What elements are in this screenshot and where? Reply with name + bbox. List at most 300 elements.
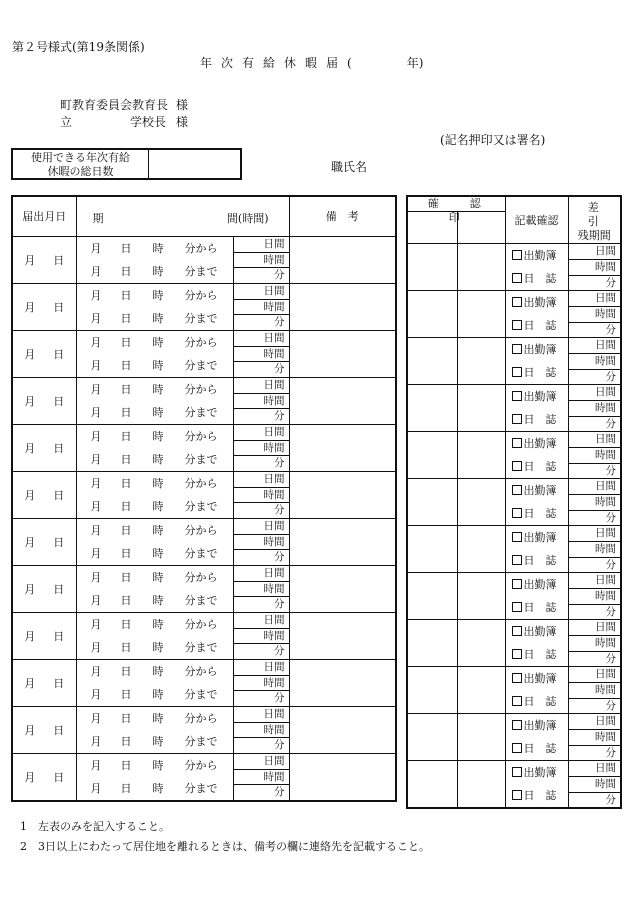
checkbox-diary[interactable] — [512, 508, 522, 518]
remarks-field[interactable] — [289, 706, 396, 753]
balance-field[interactable] — [568, 573, 621, 620]
period-month-label: 月 — [90, 288, 102, 302]
period-from-line — [77, 519, 233, 542]
checkbox-attendance[interactable] — [512, 297, 522, 307]
confirm-seal-field[interactable] — [407, 291, 505, 338]
record-attendance-label: 出勤簿 — [523, 625, 557, 638]
checkbox-diary[interactable] — [512, 555, 522, 565]
duration-field[interactable] — [233, 330, 289, 377]
confirm-seal-field[interactable] — [407, 479, 505, 526]
date-day-label: 日 — [53, 676, 65, 690]
form-title-text: 年次有給休暇届( — [200, 56, 361, 70]
record-diary-label: 日 誌 — [523, 319, 557, 332]
checkbox-attendance[interactable] — [512, 767, 522, 777]
balance-unit-label: 分 — [569, 604, 621, 619]
checkbox-diary[interactable] — [512, 367, 522, 377]
record-attendance-line — [506, 761, 568, 784]
addressee-line-1 — [60, 96, 188, 113]
duration-field[interactable] — [233, 471, 289, 518]
duration-unit-label: 日間 — [263, 378, 285, 391]
confirm-seal-divider — [457, 338, 458, 384]
period-hour-label: 時 — [152, 640, 164, 654]
period-to-line — [77, 777, 233, 800]
balance-unit-label: 日間 — [595, 433, 616, 445]
date-field[interactable] — [12, 424, 76, 471]
duration-field[interactable] — [233, 659, 289, 706]
confirm-seal-divider — [457, 620, 458, 666]
balance-unit-label: 日間 — [595, 574, 616, 586]
checkbox-attendance[interactable] — [512, 720, 522, 730]
record-attendance-line — [506, 244, 568, 267]
record-attendance-line — [506, 620, 568, 643]
period-to-label: 分まで — [184, 593, 218, 607]
period-day-label: 日 — [120, 523, 132, 537]
period-month-label: 月 — [90, 617, 102, 631]
leave-row — [12, 612, 396, 659]
balance-unit-label: 時間 — [569, 682, 621, 697]
record-diary-label: 日 誌 — [523, 272, 557, 285]
addressee-honorific-2: 様 — [176, 115, 189, 129]
checkbox-attendance[interactable] — [512, 250, 522, 260]
period-month-label: 月 — [90, 429, 102, 443]
period-hour-label: 時 — [152, 405, 164, 419]
period-hour-label: 時 — [152, 570, 164, 584]
remarks-field[interactable] — [289, 236, 396, 283]
record-diary-label: 日 誌 — [523, 648, 557, 661]
period-from-label: 分から — [184, 711, 218, 725]
duration-unit-label: 時間 — [234, 393, 289, 408]
record-diary-line — [506, 455, 568, 478]
checkbox-attendance[interactable] — [512, 579, 522, 589]
period-day-label: 日 — [120, 452, 132, 466]
remarks-field[interactable] — [289, 659, 396, 706]
period-month-label: 月 — [90, 664, 102, 678]
period-day-label: 日 — [120, 241, 132, 255]
remarks-field[interactable] — [289, 424, 396, 471]
leave-row — [12, 377, 396, 424]
confirm-seal-field[interactable] — [407, 667, 505, 714]
checkbox-diary[interactable] — [512, 320, 522, 330]
balance-unit-label: 日間 — [595, 480, 616, 492]
note-1: 1 左表のみを記入すること。 — [20, 820, 170, 833]
duration-unit-label: 分 — [234, 643, 289, 658]
date-field[interactable] — [12, 330, 76, 377]
period-field[interactable] — [76, 471, 233, 518]
date-field[interactable] — [12, 612, 76, 659]
duration-unit-label: 日間 — [263, 425, 285, 438]
duration-field[interactable] — [233, 565, 289, 612]
date-field[interactable] — [12, 518, 76, 565]
period-day-label: 日 — [120, 264, 132, 278]
date-field[interactable] — [12, 283, 76, 330]
confirm-row — [407, 573, 621, 620]
record-check-field — [505, 667, 568, 714]
remarks-field[interactable] — [289, 330, 396, 377]
balance-unit-label: 時間 — [569, 447, 621, 462]
period-month-label: 月 — [90, 640, 102, 654]
confirm-table-header — [407, 196, 621, 244]
period-field[interactable] — [76, 706, 233, 753]
duration-unit-label: 分 — [234, 314, 289, 329]
available-days-label-line1: 使用できる年次有給 — [31, 151, 130, 164]
date-day-label: 日 — [53, 535, 65, 549]
record-diary-line — [506, 502, 568, 525]
date-field[interactable] — [12, 471, 76, 518]
checkbox-attendance[interactable] — [512, 485, 522, 495]
checkbox-diary[interactable] — [512, 649, 522, 659]
duration-field[interactable] — [233, 518, 289, 565]
date-month-label: 月 — [24, 676, 36, 690]
record-diary-line — [506, 314, 568, 337]
remarks-field[interactable] — [289, 283, 396, 330]
seal-note: (記名押印又は署名) — [440, 133, 546, 147]
balance-unit-label: 時間 — [569, 259, 621, 274]
confirm-seal-divider — [457, 526, 458, 572]
period-field[interactable] — [76, 659, 233, 706]
duration-unit-label: 日間 — [263, 284, 285, 297]
header-period-b: 間(時間) — [226, 212, 269, 225]
balance-unit-label: 時間 — [569, 776, 621, 791]
period-to-line — [77, 307, 233, 330]
duration-unit-label: 時間 — [234, 675, 289, 690]
record-check-field — [505, 620, 568, 667]
date-day-label: 日 — [53, 770, 65, 784]
balance-unit-label: 分 — [569, 510, 621, 525]
period-day-label: 日 — [120, 499, 132, 513]
header-remarks: 備 考 — [289, 196, 396, 236]
leave-row — [12, 518, 396, 565]
record-attendance-label: 出勤簿 — [523, 343, 557, 356]
available-days-box — [11, 148, 242, 180]
balance-field[interactable] — [568, 526, 621, 573]
balance-unit-label: 時間 — [569, 588, 621, 603]
duration-field[interactable] — [233, 706, 289, 753]
balance-unit-label: 日間 — [595, 386, 616, 398]
period-month-label: 月 — [90, 546, 102, 560]
duration-field[interactable] — [233, 424, 289, 471]
record-check-field — [505, 244, 568, 291]
available-days-label-line2: 休暇の総日数 — [47, 165, 114, 178]
record-attendance-label: 出勤簿 — [523, 390, 557, 403]
remarks-field[interactable] — [289, 565, 396, 612]
addressee-board: 町教育委員会教育長 — [60, 98, 169, 112]
period-to-label: 分まで — [184, 264, 218, 278]
record-attendance-label: 出勤簿 — [523, 578, 557, 591]
period-hour-label: 時 — [152, 452, 164, 466]
period-to-line — [77, 354, 233, 377]
duration-unit-label: 分 — [234, 596, 289, 611]
period-hour-label: 時 — [152, 358, 164, 372]
balance-unit-label: 日間 — [595, 668, 616, 680]
confirm-seal-field[interactable] — [407, 761, 505, 809]
date-day-label: 日 — [53, 723, 65, 737]
period-field[interactable] — [76, 612, 233, 659]
header-period-a: 期 — [92, 212, 104, 225]
confirm-seal-field[interactable] — [407, 620, 505, 667]
balance-field[interactable] — [568, 244, 621, 291]
confirm-row — [407, 291, 621, 338]
duration-unit-label: 日間 — [263, 566, 285, 579]
confirm-seal-field[interactable] — [407, 714, 505, 761]
period-month-label: 月 — [90, 335, 102, 349]
period-to-line — [77, 542, 233, 565]
period-month-label: 月 — [90, 476, 102, 490]
duration-unit-label: 時間 — [234, 252, 289, 267]
record-attendance-label: 出勤簿 — [523, 484, 557, 497]
record-check-field — [505, 714, 568, 761]
date-field[interactable] — [12, 377, 76, 424]
date-day-label: 日 — [53, 441, 65, 455]
balance-field[interactable] — [568, 761, 621, 809]
period-day-label: 日 — [120, 429, 132, 443]
balance-unit-label: 分 — [569, 463, 621, 478]
record-diary-label: 日 誌 — [523, 507, 557, 520]
addressee-school: 学校長 — [130, 115, 167, 129]
period-field[interactable] — [76, 565, 233, 612]
duration-unit-label: 日間 — [263, 660, 285, 673]
date-month-label: 月 — [24, 441, 36, 455]
checkbox-diary[interactable] — [512, 414, 522, 424]
period-from-label: 分から — [184, 335, 218, 349]
period-hour-label: 時 — [152, 593, 164, 607]
balance-unit-label: 日間 — [595, 339, 616, 351]
confirm-seal-divider — [457, 244, 458, 290]
period-field[interactable] — [76, 518, 233, 565]
balance-unit-label: 分 — [569, 651, 621, 666]
date-day-label: 日 — [53, 488, 65, 502]
duration-field[interactable] — [233, 283, 289, 330]
period-field[interactable] — [76, 377, 233, 424]
period-from-line — [77, 331, 233, 354]
period-day-label: 日 — [120, 711, 132, 725]
balance-unit-label: 時間 — [569, 541, 621, 556]
period-field[interactable] — [76, 424, 233, 471]
period-to-label: 分まで — [184, 546, 218, 560]
period-hour-label: 時 — [152, 687, 164, 701]
duration-unit-label: 分 — [234, 784, 289, 799]
period-from-line — [77, 237, 233, 260]
period-from-line — [77, 472, 233, 495]
date-month-label: 月 — [24, 488, 36, 502]
period-hour-label: 時 — [152, 499, 164, 513]
record-attendance-label: 出勤簿 — [523, 249, 557, 262]
record-check-field — [505, 573, 568, 620]
checkbox-attendance[interactable] — [512, 673, 522, 683]
period-day-label: 日 — [120, 687, 132, 701]
period-to-line — [77, 636, 233, 659]
period-field[interactable] — [76, 236, 233, 283]
confirm-seal-field[interactable] — [407, 526, 505, 573]
balance-unit-label: 分 — [569, 275, 621, 290]
duration-unit-label: 日間 — [263, 613, 285, 626]
duration-unit-label: 分 — [234, 690, 289, 705]
period-month-label: 月 — [90, 758, 102, 772]
balance-field[interactable] — [568, 385, 621, 432]
period-to-line — [77, 495, 233, 518]
date-month-label: 月 — [24, 535, 36, 549]
record-diary-label: 日 誌 — [523, 554, 557, 567]
confirm-row — [407, 432, 621, 479]
remarks-field[interactable] — [289, 377, 396, 424]
record-check-field — [505, 479, 568, 526]
record-diary-line — [506, 361, 568, 384]
checkbox-attendance[interactable] — [512, 438, 522, 448]
period-day-label: 日 — [120, 546, 132, 560]
duration-field[interactable] — [233, 236, 289, 283]
date-month-label: 月 — [24, 347, 36, 361]
date-day-label: 日 — [53, 347, 65, 361]
record-attendance-line — [506, 714, 568, 737]
period-hour-label: 時 — [152, 734, 164, 748]
record-diary-label: 日 誌 — [523, 601, 557, 614]
record-diary-line — [506, 737, 568, 760]
leave-table-header — [12, 196, 396, 236]
period-from-line — [77, 707, 233, 730]
period-hour-label: 時 — [152, 335, 164, 349]
duration-field[interactable] — [233, 612, 289, 659]
checkbox-diary[interactable] — [512, 273, 522, 283]
period-day-label: 日 — [120, 758, 132, 772]
record-check-field — [505, 761, 568, 809]
duration-unit-label: 分 — [234, 361, 289, 376]
date-field[interactable] — [12, 659, 76, 706]
period-month-label: 月 — [90, 358, 102, 372]
period-month-label: 月 — [90, 523, 102, 537]
confirm-row — [407, 338, 621, 385]
date-field[interactable] — [12, 565, 76, 612]
balance-field[interactable] — [568, 620, 621, 667]
confirm-seal-field[interactable] — [407, 338, 505, 385]
period-to-line — [77, 260, 233, 283]
confirm-seal-divider — [457, 212, 458, 243]
header-balance-line2: 残期間 — [577, 229, 611, 242]
period-to-line — [77, 683, 233, 706]
period-day-label: 日 — [120, 335, 132, 349]
record-diary-label: 日 誌 — [523, 460, 557, 473]
balance-field[interactable] — [568, 338, 621, 385]
leave-row — [12, 330, 396, 377]
confirm-seal-field[interactable] — [407, 385, 505, 432]
date-month-label: 月 — [24, 770, 36, 784]
addressee-honorific: 様 — [176, 98, 189, 112]
date-month-label: 月 — [24, 582, 36, 596]
remarks-field[interactable] — [289, 612, 396, 659]
confirm-seal-divider — [457, 479, 458, 525]
balance-unit-label: 分 — [569, 698, 621, 713]
period-field[interactable] — [76, 330, 233, 377]
checkbox-diary[interactable] — [512, 461, 522, 471]
record-attendance-line — [506, 667, 568, 690]
header-confirm-seal — [407, 196, 512, 244]
available-days-input[interactable] — [150, 150, 240, 178]
balance-field[interactable] — [568, 291, 621, 338]
period-to-line — [77, 730, 233, 753]
duration-unit-label: 時間 — [234, 722, 289, 737]
confirm-seal-divider — [457, 573, 458, 619]
duration-field[interactable] — [233, 753, 289, 801]
period-field[interactable] — [76, 753, 233, 801]
balance-field[interactable] — [568, 432, 621, 479]
record-diary-label: 日 誌 — [523, 789, 557, 802]
checkbox-diary[interactable] — [512, 602, 522, 612]
checkbox-diary[interactable] — [512, 790, 522, 800]
period-from-label: 分から — [184, 664, 218, 678]
period-hour-label: 時 — [152, 711, 164, 725]
period-month-label: 月 — [90, 781, 102, 795]
record-diary-label: 日 誌 — [523, 413, 557, 426]
period-hour-label: 時 — [152, 546, 164, 560]
balance-field[interactable] — [568, 479, 621, 526]
record-diary-line — [506, 408, 568, 431]
checkbox-diary[interactable] — [512, 743, 522, 753]
date-field[interactable] — [12, 236, 76, 283]
checkbox-attendance[interactable] — [512, 391, 522, 401]
period-month-label: 月 — [90, 499, 102, 513]
date-month-label: 月 — [24, 394, 36, 408]
record-attendance-label: 出勤簿 — [523, 672, 557, 685]
confirm-row — [407, 714, 621, 761]
duration-unit-label: 時間 — [234, 299, 289, 314]
duration-unit-label: 日間 — [263, 754, 285, 767]
remarks-field[interactable] — [289, 471, 396, 518]
balance-unit-label: 分 — [569, 416, 621, 431]
period-day-label: 日 — [120, 288, 132, 302]
balance-unit-label: 日間 — [595, 527, 616, 539]
checkbox-attendance[interactable] — [512, 344, 522, 354]
period-hour-label: 時 — [152, 429, 164, 443]
date-field[interactable] — [12, 706, 76, 753]
balance-unit-label: 日間 — [595, 245, 616, 257]
remarks-field[interactable] — [289, 753, 396, 801]
record-attendance-line — [506, 338, 568, 361]
form-title-year: 年) — [406, 56, 424, 70]
confirm-row — [407, 526, 621, 573]
balance-unit-label: 日間 — [595, 715, 616, 727]
leave-row — [12, 283, 396, 330]
addressee-prefix: 立 — [60, 115, 73, 129]
record-diary-line — [506, 690, 568, 713]
period-from-label: 分から — [184, 617, 218, 631]
balance-unit-label: 時間 — [569, 400, 621, 415]
header-period — [76, 196, 289, 236]
period-field[interactable] — [76, 283, 233, 330]
confirm-seal-field[interactable] — [407, 573, 505, 620]
confirm-seal-field[interactable] — [407, 432, 505, 479]
period-from-line — [77, 754, 233, 777]
balance-field[interactable] — [568, 667, 621, 714]
date-field[interactable] — [12, 753, 76, 801]
checkbox-diary[interactable] — [512, 696, 522, 706]
period-day-label: 日 — [120, 476, 132, 490]
record-diary-line — [506, 549, 568, 572]
duration-field[interactable] — [233, 377, 289, 424]
period-day-label: 日 — [120, 358, 132, 372]
record-check-field — [505, 291, 568, 338]
period-from-label: 分から — [184, 382, 218, 396]
period-hour-label: 時 — [152, 241, 164, 255]
checkbox-attendance[interactable] — [512, 626, 522, 636]
balance-unit-label: 分 — [569, 745, 621, 760]
checkbox-attendance[interactable] — [512, 532, 522, 542]
period-hour-label: 時 — [152, 617, 164, 631]
remarks-field[interactable] — [289, 518, 396, 565]
balance-field[interactable] — [568, 714, 621, 761]
record-attendance-label: 出勤簿 — [523, 766, 557, 779]
balance-unit-label: 分 — [569, 369, 621, 384]
period-hour-label: 時 — [152, 781, 164, 795]
confirm-seal-field[interactable] — [407, 244, 505, 291]
balance-unit-label: 時間 — [569, 729, 621, 744]
